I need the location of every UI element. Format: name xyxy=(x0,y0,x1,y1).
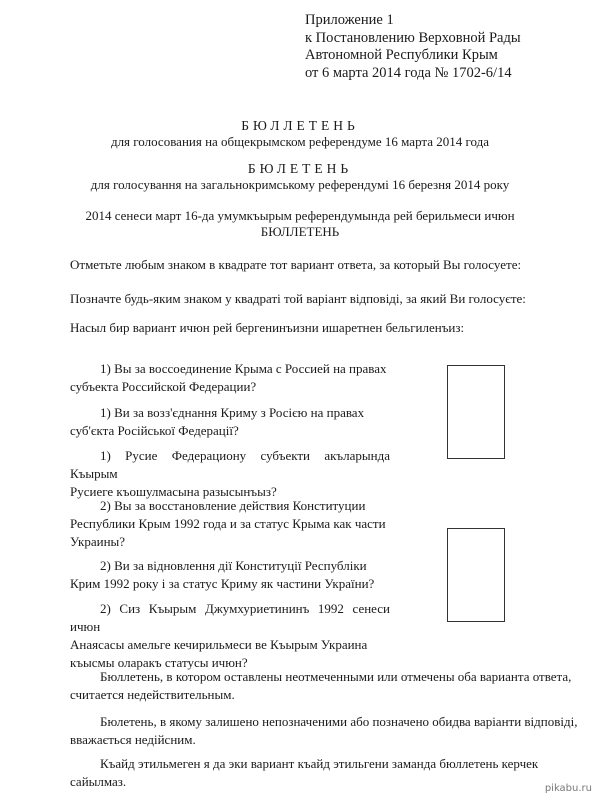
question-line: къысмы оларакъ статусы ичюн? xyxy=(70,655,248,670)
appendix-line: к Постановлению Верховной Рады xyxy=(305,29,521,46)
question-line: Крим 1992 року і за статус Криму як частини України? xyxy=(70,576,375,591)
question-line: 2) Вы за восстановление действия Конституции xyxy=(100,498,366,513)
instruction-tt: Насыл бир вариант ичюн рей бергенинъизни ишаретнен бельгиленъиз: xyxy=(70,320,465,335)
question-2-ru xyxy=(70,497,390,551)
note-line: Бюллетень, в котором оставлены неотмеченными или отмечены оба варианта ответа, xyxy=(100,669,572,684)
question-line: Анаясасы амельге кечирильмеси ве Къырым Украина xyxy=(70,637,368,652)
note-line: вважається недійсним. xyxy=(70,732,196,747)
question-2-tt xyxy=(70,600,390,672)
note-line: Къайд этильмеген я да эки вариант къайд этильгени заманда бюллетень керчек xyxy=(100,756,539,771)
question-1-tt xyxy=(70,447,390,501)
ballot-title-ua: БЮЛЕТЕНЬ xyxy=(247,161,353,176)
question-line: 1) Вы за воссоединение Крыма с Россией на правах xyxy=(100,361,387,376)
note-line: Бюлетень, в якому залишено непозначеними або позначено обидва варіанти відповіді, xyxy=(100,714,578,729)
note-tt xyxy=(70,755,585,791)
question-2-ua xyxy=(70,557,390,593)
watermark: pikabu.ru xyxy=(544,783,592,794)
instruction-ua: Позначте будь-яким знаком у квадраті той варіант відповіді, за який Ви голосуєте: xyxy=(70,291,526,306)
appendix-line: Приложение 1 xyxy=(305,12,394,28)
question-line: 1) Ви за возз'єднання Криму з Росією на правах xyxy=(100,405,365,420)
question-1-ua xyxy=(70,404,390,440)
appendix-header xyxy=(305,12,595,82)
question-1-ru xyxy=(70,360,390,396)
ballot-subtitle-ua: для голосування на загальнокримському референдумі 16 березня 2014 року xyxy=(90,177,510,192)
question-line: 1) Русие Федерациону субъекти акъларында Къырым xyxy=(70,448,390,481)
note-ru xyxy=(70,668,585,704)
instruction-ru: Отметьте любым знаком в квадрате тот вариант ответа, за который Вы голосуете: xyxy=(70,257,522,272)
ballot-title-ru: БЮЛЛЕТЕНЬ xyxy=(241,118,359,133)
question-line: Русиеге къошулмасына разысынъыз? xyxy=(70,484,277,499)
note-ua xyxy=(70,713,585,749)
ballot-subtitle-tt: 2014 сенеси март 16-да умумкъырым референдумында рей берильмеси ичюн xyxy=(85,208,515,223)
question-line: Республики Крым 1992 года и за статус Крыма как части xyxy=(70,516,386,531)
note-line: считается недействительным. xyxy=(70,687,235,702)
question-line: Украины? xyxy=(70,534,126,549)
answer-2-checkbox[interactable] xyxy=(447,528,505,622)
ballot-subtitle-ru: для голосования на общекрымском референдуме 16 марта 2014 года xyxy=(110,134,490,149)
ballot-title-tt: БЮЛЛЕТЕНЬ xyxy=(260,224,340,239)
question-line: 2) Ви за відновлення дії Конституції Республіки xyxy=(100,558,367,573)
answer-1-checkbox[interactable] xyxy=(447,365,505,459)
question-line: суб'єкта Російської Федерації? xyxy=(70,423,239,438)
question-line: 2) Сиз Къырым Джумхуриетининъ 1992 сенеси ичюн xyxy=(70,601,390,634)
question-line: субъекта Российской Федерации? xyxy=(70,379,257,394)
appendix-line: Автономной Республики Крым xyxy=(305,47,498,63)
note-line: сайылмаз. xyxy=(70,774,127,789)
appendix-line: от 6 марта 2014 года № 1702-6/14 xyxy=(305,64,512,81)
